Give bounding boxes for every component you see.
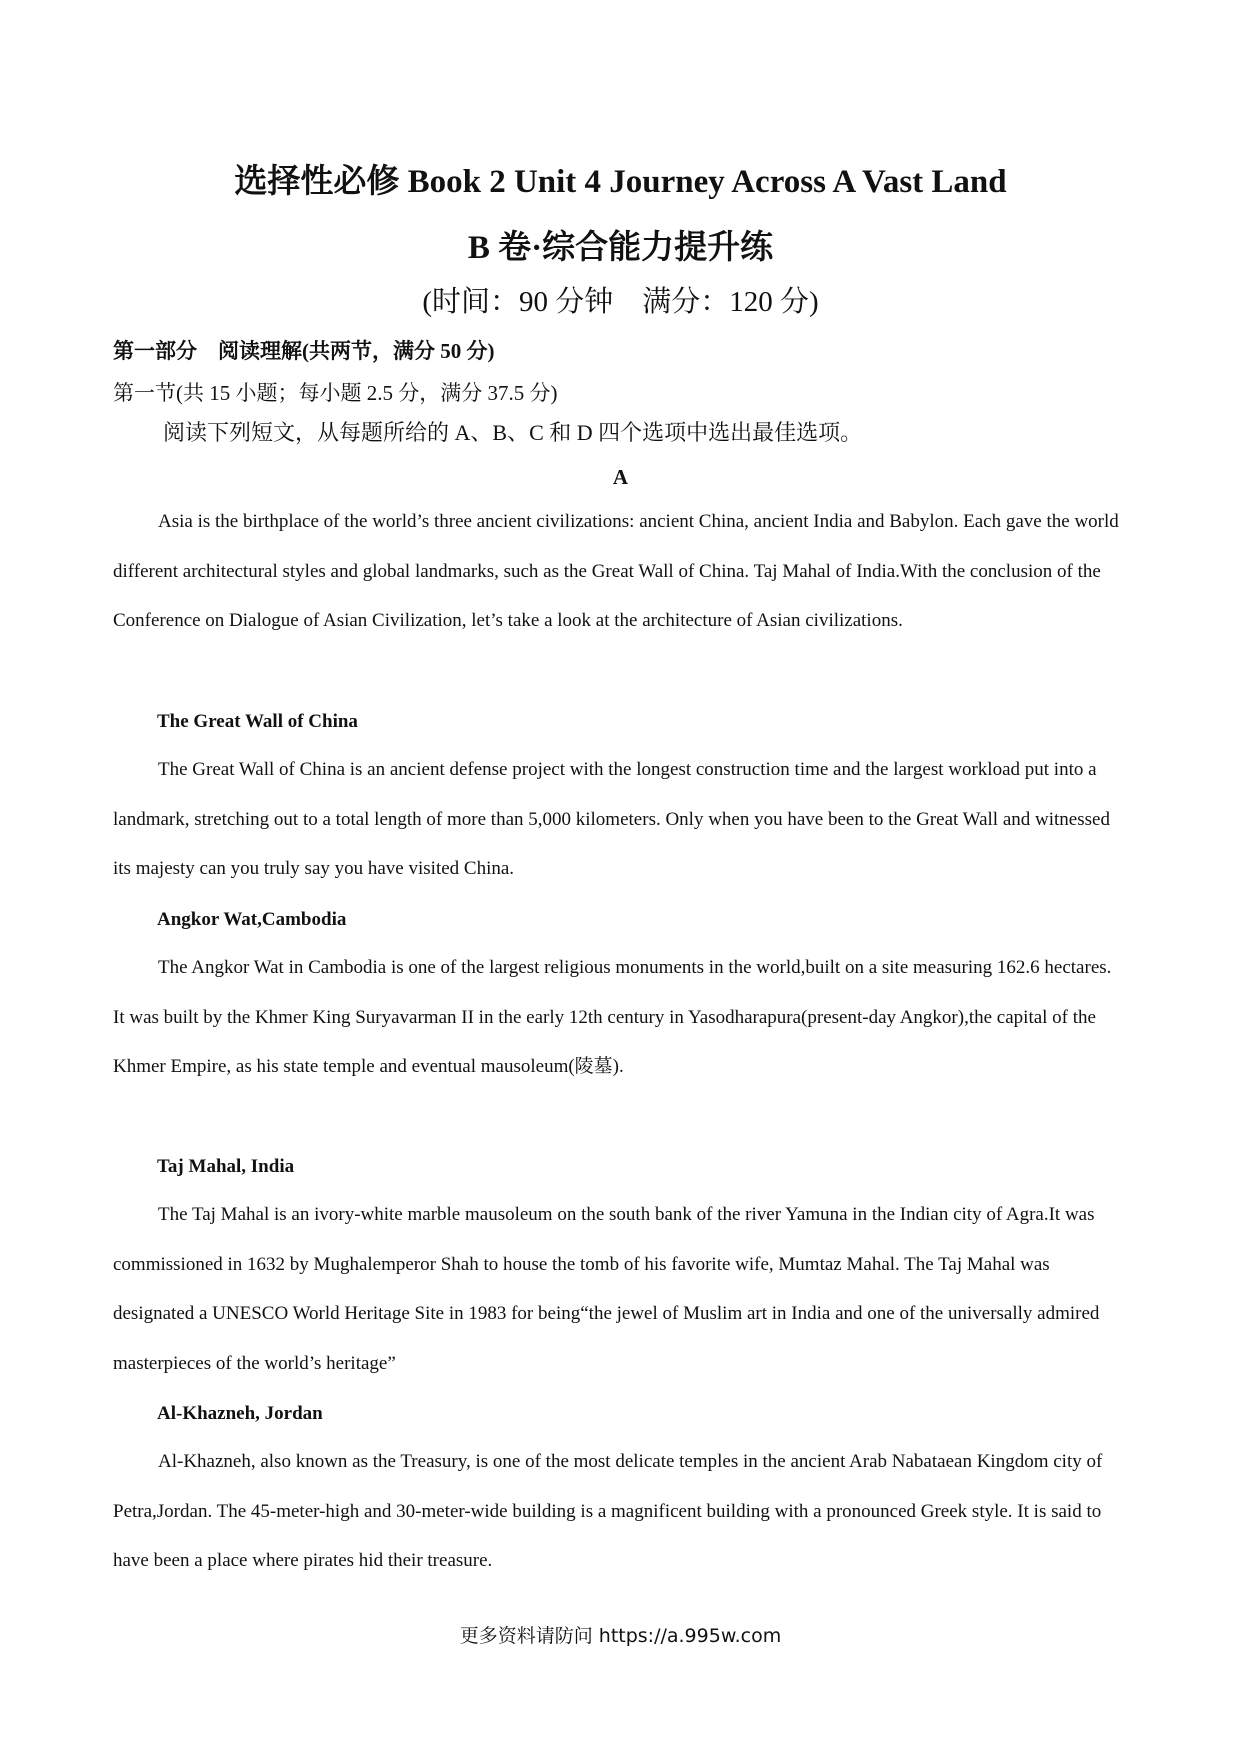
passage-label: A <box>612 465 629 489</box>
section-heading-al-khazneh: Al-Khazneh, Jordan <box>157 1403 323 1424</box>
document-title: 选择性必修 Book 2 Unit 4 Journey Across A Vast Land <box>234 164 1007 200</box>
section-heading-angkor-wat: Angkor Wat,Cambodia <box>157 909 347 930</box>
section-heading-great-wall: The Great Wall of China <box>157 711 358 732</box>
section-heading: 第一节(共 15 小题；每小题 2.5 分，满分 37.5 分) <box>113 381 558 405</box>
time-info: (时间：90 分钟 满分：120 分) <box>422 286 819 318</box>
section-text-al-khazneh: Al-Khazneh, also known as the Treasury, is one of the most delicate temples in the ancient Arab Nabataean Kingdom city of Petra,Jordan. The 45-meter-high and 30-meter-wide building is a magnificent building with a pronounced Greek style. It is said to have been a place where pirates hid their treasure. <box>113 1451 1103 1571</box>
footer-link[interactable]: 更多资料请防问 https://a.995w.com <box>459 1625 782 1647</box>
document-subtitle: B 卷·综合能力提升练 <box>467 230 774 266</box>
section-text-angkor-wat: The Angkor Wat in Cambodia is one of the largest religious monuments in the world,built on a site measuring 162.6 hectares. It was built by the Khmer King Suryavarman II in the early 12th century in Yasodharapura(present-day Angkor),the capital of the Khmer Empire, as his state temple and eventual mausoleum(陵墓). <box>113 957 1112 1077</box>
section-heading-taj-mahal: Taj Mahal, India <box>157 1156 295 1177</box>
section-text-taj-mahal: The Taj Mahal is an ivory-white marble mausoleum on the south bank of the river Yamuna in the Indian city of Agra.It was commissioned in 1632 by Mughalemperor Shah to house the tomb of his favorite wife, Mumtaz Mahal. The Taj Mahal was designated a UNESCO World Heritage Site in 1983 for being“the jewel of Muslim art in India and one of the universally admired masterpieces of the world’s heritage” <box>113 1204 1100 1374</box>
instructions: 阅读下列短文，从每题所给的 A、B、C 和 D 四个选项中选出最佳选项。 <box>163 420 863 445</box>
section-text-great-wall: The Great Wall of China is an ancient defense project with the longest construction time and the largest workload put into a landmark, stretching out to a total length of more than 5,000 kilometers. Only when you have been to the Great Wall and witnessed its majesty can you truly say you have visited China. <box>113 759 1110 879</box>
part-heading: 第一部分 阅读理解(共两节，满分 50 分) <box>113 339 495 363</box>
passage-intro: Asia is the birthplace of the world’s three ancient civilizations: ancient China, ancient India and Babylon. Each gave the world different architectural styles and global landmarks, such as the Great Wall of China. Taj Mahal of India.With the conclusion of the Conference on Dialogue of Asian Civilization, let’s take a look at the architecture of Asian civilizations. <box>113 511 1119 631</box>
